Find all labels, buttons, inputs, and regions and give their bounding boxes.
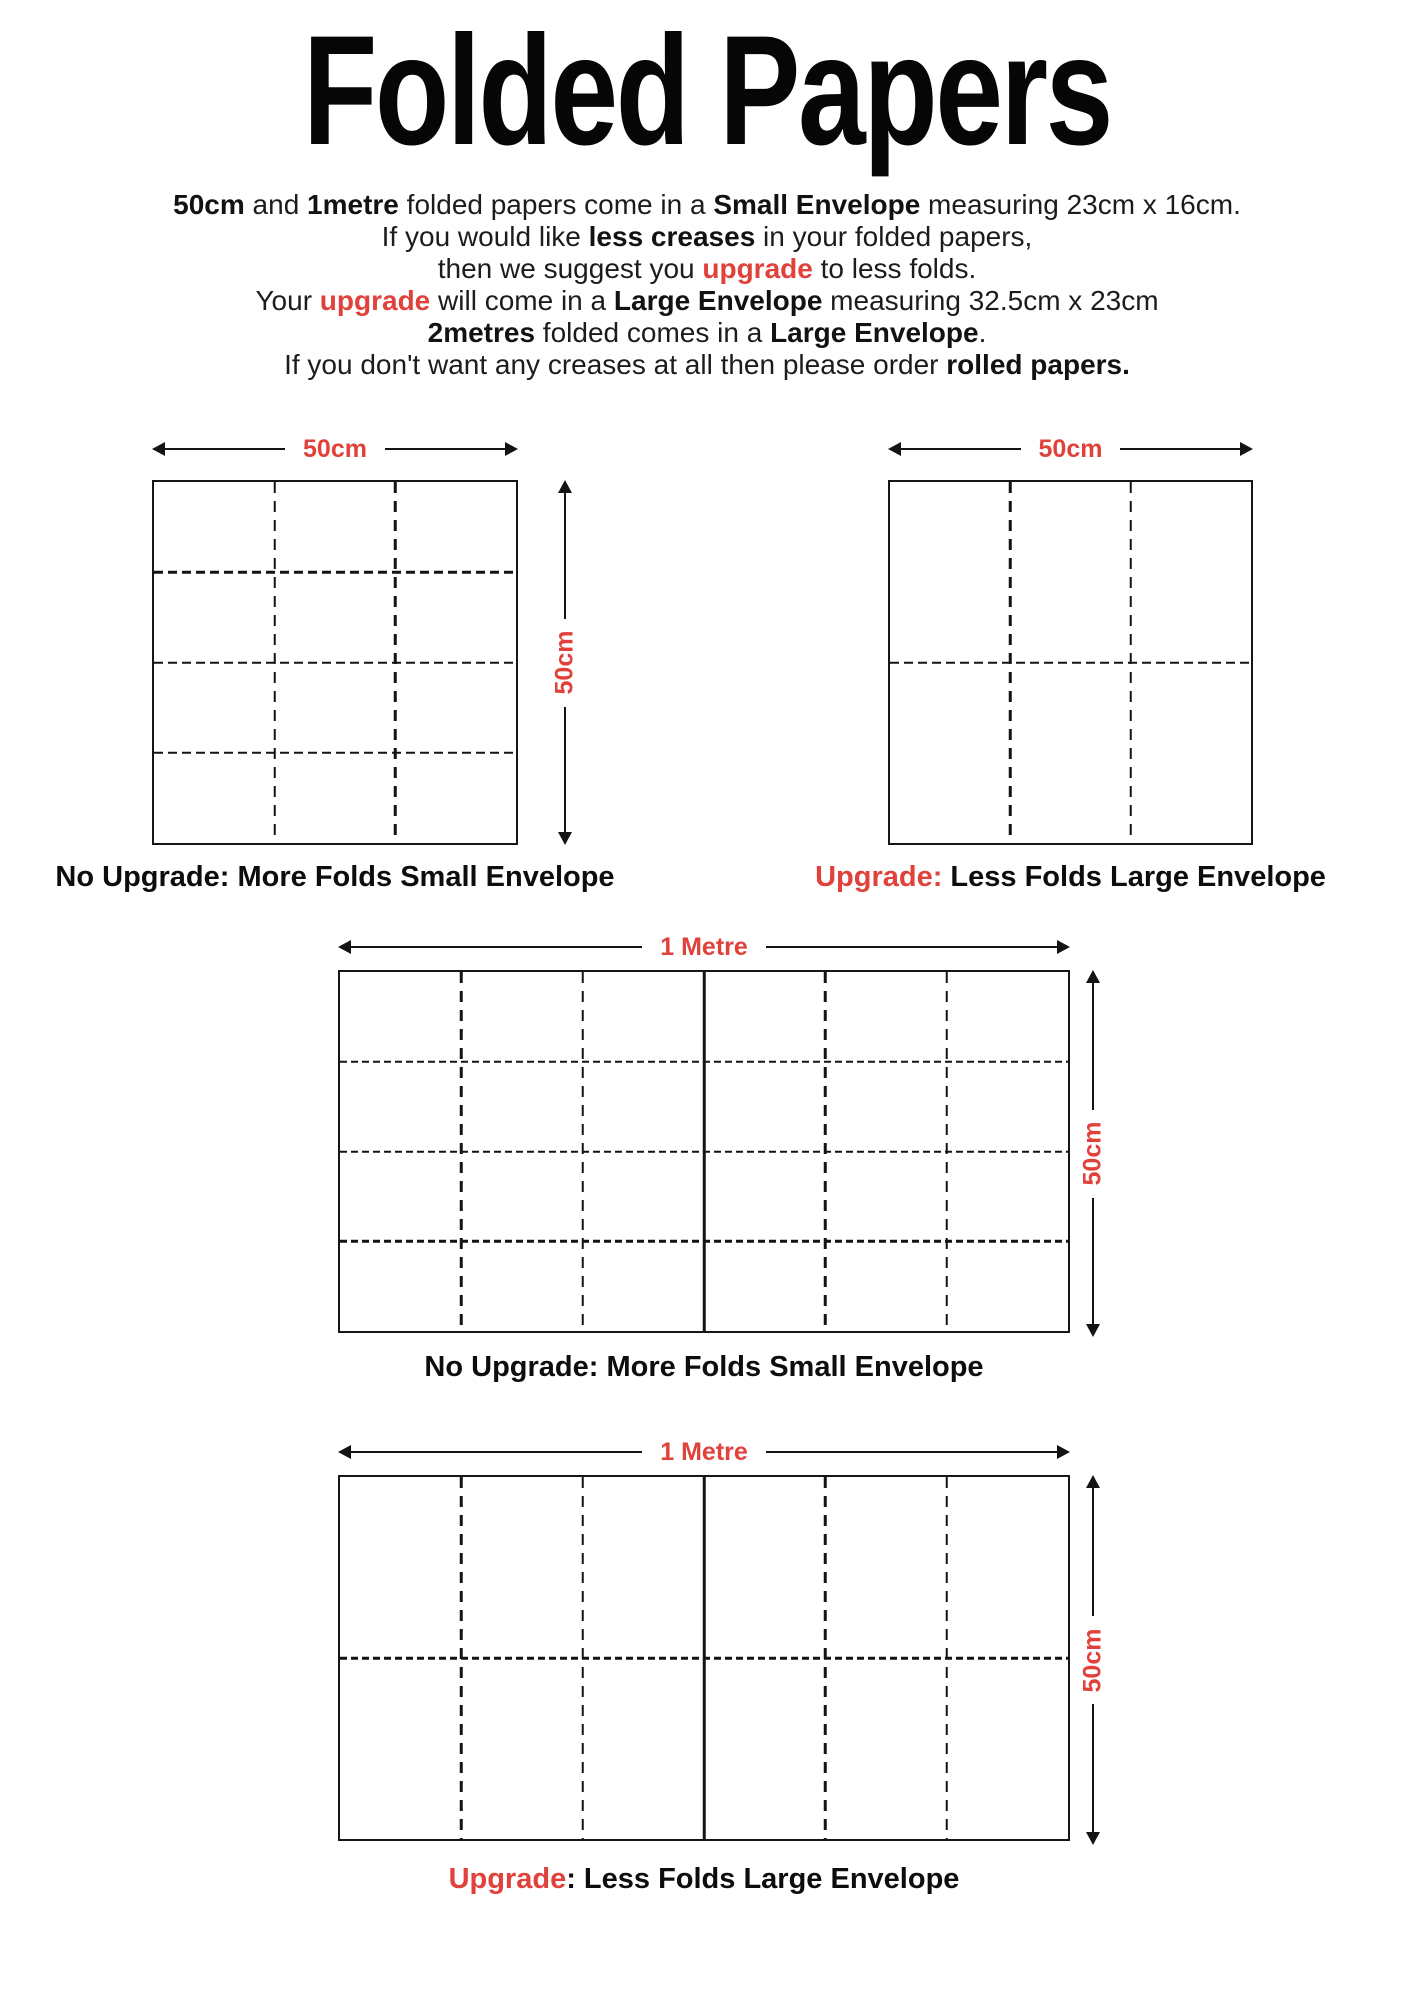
diagram-1metre-upgrade	[338, 1437, 1107, 1896]
dimension-line	[766, 1451, 1059, 1454]
intro-segment: then we suggest you	[437, 252, 703, 284]
intro-segment: If you would like	[381, 220, 589, 252]
page-title: Folded Papers	[302, 4, 1112, 178]
intro-segment: .	[978, 316, 987, 348]
width-dimension	[888, 434, 1253, 463]
dimension-line	[163, 448, 285, 451]
fold-line-horizontal	[340, 1061, 1068, 1064]
dimension-line	[1120, 448, 1242, 451]
intro-line-4	[0, 285, 1414, 317]
intro-line-1	[0, 189, 1414, 221]
intro-segment-upgrade: upgrade	[319, 284, 431, 316]
fold-line-horizontal	[340, 1240, 1068, 1243]
intro-line-6	[0, 349, 1414, 381]
width-label: 50cm	[1038, 434, 1103, 463]
width-dimension	[338, 1437, 1070, 1466]
intro-segment: less creases	[588, 220, 756, 252]
height-dimension	[1076, 1475, 1110, 1845]
paper-sheet	[338, 970, 1070, 1333]
intro-segment: measuring 23cm x 16cm.	[920, 188, 1241, 220]
intro-line-2	[0, 221, 1414, 253]
arrowhead-right-icon	[1057, 1445, 1070, 1459]
fold-line-horizontal	[890, 661, 1251, 664]
dimension-line	[1092, 981, 1095, 1110]
intro-segment: to less folds.	[812, 252, 977, 284]
intro-segment: in your folded papers,	[755, 220, 1033, 252]
intro-segment: 50cm	[173, 188, 245, 220]
intro-segment: 2metres	[427, 316, 536, 348]
diagram-caption	[449, 1863, 960, 1896]
diagram-caption	[55, 861, 614, 894]
height-label-wrap	[548, 627, 582, 699]
paper-sheet	[338, 1475, 1070, 1841]
dimension-line	[349, 946, 642, 949]
diagram-caption	[424, 1351, 983, 1384]
intro-segment: measuring 32.5cm x 23cm	[822, 284, 1159, 316]
height-dimension	[1076, 970, 1110, 1337]
arrowhead-right-icon	[1057, 940, 1070, 954]
arrowhead-right-icon	[505, 442, 518, 456]
caption-text: : Less Folds Large Envelope	[566, 1863, 960, 1895]
intro-segment: Small Envelope	[713, 188, 921, 220]
dimension-line	[564, 707, 567, 835]
intro-segment: folded papers come in a	[398, 188, 714, 220]
intro-segment: folded comes in a	[535, 316, 771, 348]
intro-segment: Your	[255, 284, 320, 316]
diagram-50cm-no-upgrade	[55, 434, 615, 894]
arrowhead-down-icon	[1086, 1324, 1100, 1337]
width-dimension	[338, 932, 1070, 961]
arrowhead-right-icon	[1240, 442, 1253, 456]
width-label: 50cm	[303, 434, 367, 463]
dimension-line	[899, 448, 1021, 451]
width-dimension	[152, 434, 518, 463]
height-label: 50cm	[550, 630, 579, 695]
intro-segment: If you don't want any creases at all then please order	[284, 348, 947, 380]
intro-line-5	[0, 317, 1414, 349]
paper-sheet	[152, 480, 518, 845]
height-label: 50cm	[1078, 1628, 1107, 1692]
dimension-line	[1092, 1704, 1095, 1834]
paper-sheet	[888, 480, 1253, 845]
intro-segment: Large Envelope	[770, 316, 979, 348]
diagram-1metre-no-upgrade	[338, 932, 1107, 1384]
caption-text: Less Folds Large Envelope	[942, 861, 1326, 893]
intro-line-3	[0, 253, 1414, 285]
diagram-50cm-upgrade	[815, 434, 1326, 894]
dimension-line	[385, 448, 507, 451]
fold-line-horizontal	[154, 752, 516, 755]
intro-text	[0, 189, 1414, 381]
arrowhead-down-icon	[1086, 1832, 1100, 1845]
dimension-line	[766, 946, 1059, 949]
fold-line-horizontal	[154, 571, 516, 574]
diagram-caption	[815, 861, 1326, 894]
caption-text: No Upgrade: More Folds Small Envelope	[424, 1351, 984, 1383]
intro-segment: and	[244, 188, 308, 220]
fold-line-horizontal	[340, 1150, 1068, 1153]
intro-segment: Large Envelope	[613, 284, 823, 316]
intro-segment-upgrade: upgrade	[702, 252, 813, 284]
intro-segment: will come in a	[430, 284, 614, 316]
caption-upgrade-text: Upgrade:	[815, 861, 943, 893]
dimension-line	[349, 1451, 642, 1454]
fold-line-horizontal	[154, 661, 516, 664]
height-label: 50cm	[1078, 1121, 1107, 1186]
arrowhead-down-icon	[558, 832, 572, 845]
intro-segment: 1metre	[307, 188, 399, 220]
caption-upgrade-text: Upgrade	[448, 1863, 567, 1895]
intro-segment: rolled papers.	[946, 348, 1130, 380]
height-label-wrap	[1076, 1624, 1110, 1696]
height-dimension	[548, 480, 582, 845]
dimension-line	[1092, 1198, 1095, 1327]
height-label-wrap	[1076, 1118, 1110, 1190]
width-label: 1 Metre	[660, 1437, 748, 1466]
dimension-line	[564, 491, 567, 619]
fold-line-horizontal	[340, 1657, 1068, 1660]
dimension-line	[1092, 1486, 1095, 1616]
caption-text: No Upgrade: More Folds Small Envelope	[55, 861, 615, 893]
width-label: 1 Metre	[660, 932, 748, 961]
